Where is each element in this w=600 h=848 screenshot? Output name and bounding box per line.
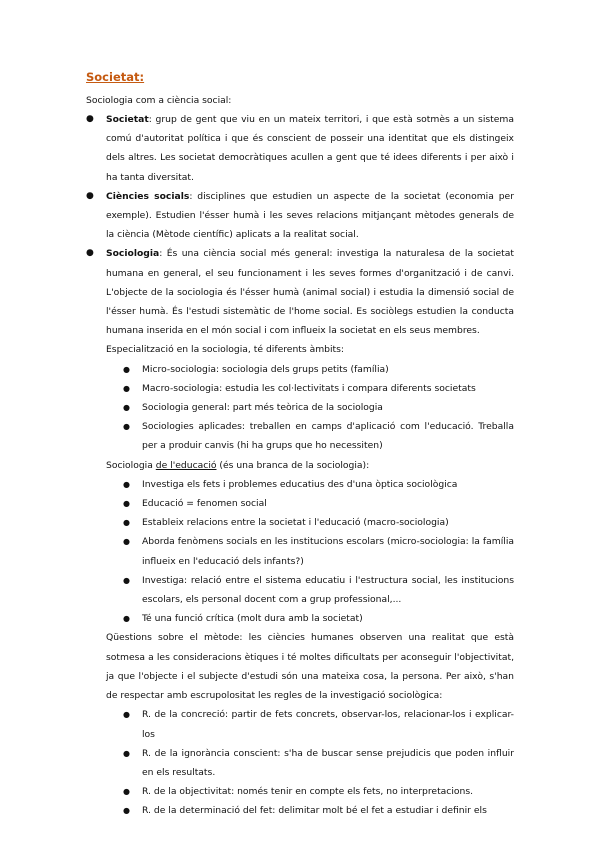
list-item: ● Té una funció crítica (molt dura amb la societat) bbox=[142, 609, 514, 628]
list-item: ● R. de la ignorància conscient: s'ha de buscar sense prejudicis que poden influir en els resultats. bbox=[142, 744, 514, 782]
bullet-icon: ● bbox=[123, 806, 130, 816]
bullet-icon: ● bbox=[123, 479, 130, 489]
definition-ciencies-socials: : disciplines que estudien un aspecte de la societat (economia per exemple). Estudien l'ésser humà i les seves relacions mitjançant mètodes generals de la ciència (Mètode científic) aplicats a la realitat social. bbox=[106, 190, 514, 241]
bullet-icon: ● bbox=[123, 364, 130, 374]
page-title: Societat: bbox=[86, 70, 145, 84]
list-item: ● R. de la determinació del fet: delimitar molt bé el fet a estudiar i definir els bbox=[142, 801, 514, 820]
bullet-icon: ● bbox=[86, 114, 94, 124]
bullet-icon: ● bbox=[123, 748, 130, 758]
term-societat: Societat bbox=[106, 114, 149, 125]
main-item-sociologia bbox=[86, 244, 514, 340]
list-item: ● Estableix relacions entre la societat i l'educació (macro-sociologia) bbox=[142, 513, 514, 532]
term-sociologia: Sociologia bbox=[106, 248, 160, 260]
definition-sociologia: : És una ciència social més general: investiga la naturalesa de la societat humana en general, el seu funcionament i les seves formes d'organització i de canvi. L'objecte de la sociologia és l'ésser humà (animal social) i estudia la dimensió social de l'ésser humà. És l'estudi sistemàtic de l'home social. Es sociòlegs estudien la conducta humana inserida en el món social i com influeix la societat en els seus membres. bbox=[106, 248, 514, 337]
bullet-icon: ● bbox=[123, 787, 130, 797]
bullet-icon: ● bbox=[123, 422, 130, 432]
list-item: ● Investiga: relació entre el sistema educatiu i l'estructura social, les institucions escolars, els personal docent com a grup professional,... bbox=[142, 571, 514, 609]
definition-societat: : grup de gent que viu en un mateix territori, i que està sotmès a un sistema comú d'autoritat política i que és conscient de posseir una identitat que els distingeix dels altres. Les societat democràtiques acullen a gent que té idees diferents i per això i ha tanta diversitat. bbox=[106, 114, 514, 183]
education-list bbox=[86, 475, 514, 629]
document-body bbox=[86, 110, 514, 821]
bullet-icon: ● bbox=[123, 403, 130, 413]
bullet-icon: ● bbox=[123, 614, 130, 624]
main-item-societat bbox=[86, 110, 514, 187]
specialization-list bbox=[86, 360, 514, 456]
bullet-icon: ● bbox=[123, 537, 130, 547]
list-item: ● Micro-sociologia: sociologia dels grups petits (família) bbox=[142, 360, 514, 379]
bullet-icon: ● bbox=[123, 575, 130, 585]
method-list bbox=[86, 705, 514, 820]
list-item: ● R. de la objectivitat: només tenir en compte els fets, no interpretacions. bbox=[142, 782, 514, 801]
list-item: ● Sociologies aplicades: treballen en camps d'aplicació com l'educació. Treballa per a produir canvis (hi ha grups que ho necessiten) bbox=[142, 417, 514, 455]
intro-line: Sociologia com a ciència social: bbox=[86, 95, 232, 106]
bullet-icon: ● bbox=[123, 518, 130, 528]
bullet-icon: ● bbox=[123, 383, 130, 393]
list-item: ● Investiga els fets i problemes educatius des d'una òptica sociològica bbox=[142, 475, 514, 494]
bullet-icon: ● bbox=[123, 710, 130, 720]
list-item: ● R. de la concreció: partir de fets concrets, observar-los, relacionar-los i explicar-los bbox=[142, 705, 514, 743]
list-item: ● Educació = fenomen social bbox=[142, 494, 514, 513]
education-heading: Sociologia de l'educació (és una branca de la sociologia): bbox=[106, 459, 370, 471]
list-item: ● Aborda fenòmens socials en les institucions escolars (micro-sociologia: la família influeix en l'educació dels infants?) bbox=[142, 532, 514, 570]
bullet-icon: ● bbox=[123, 499, 130, 509]
education-link: de l'educació bbox=[155, 459, 217, 471]
list-item: ● Macro-sociologia: estudia les col·lectivitats i compara diferents societats bbox=[142, 379, 514, 398]
list-item: ● Sociologia general: part més teòrica de la sociologia bbox=[142, 398, 514, 417]
bullet-icon: ● bbox=[86, 248, 94, 259]
method-paragraph: Qüestions sobre el mètode: les ciències humanes observen una realitat que està sotmesa a les consideracions ètiques i té moltes dificultats per aconseguir l'objectivitat, ja que l'objecte i el subjecte d'estudi són una mateixa cosa, la persona. Per això, s'han de respectar amb escrupolositat les regles de la investigació sociològica: bbox=[106, 632, 514, 702]
term-ciencies-socials: Ciències socials bbox=[106, 190, 190, 202]
main-item-ciencies-socials bbox=[86, 187, 514, 245]
specialization-heading: Especialització en la sociologia, té diferents àmbits: bbox=[106, 344, 345, 356]
bullet-icon: ● bbox=[86, 190, 94, 201]
